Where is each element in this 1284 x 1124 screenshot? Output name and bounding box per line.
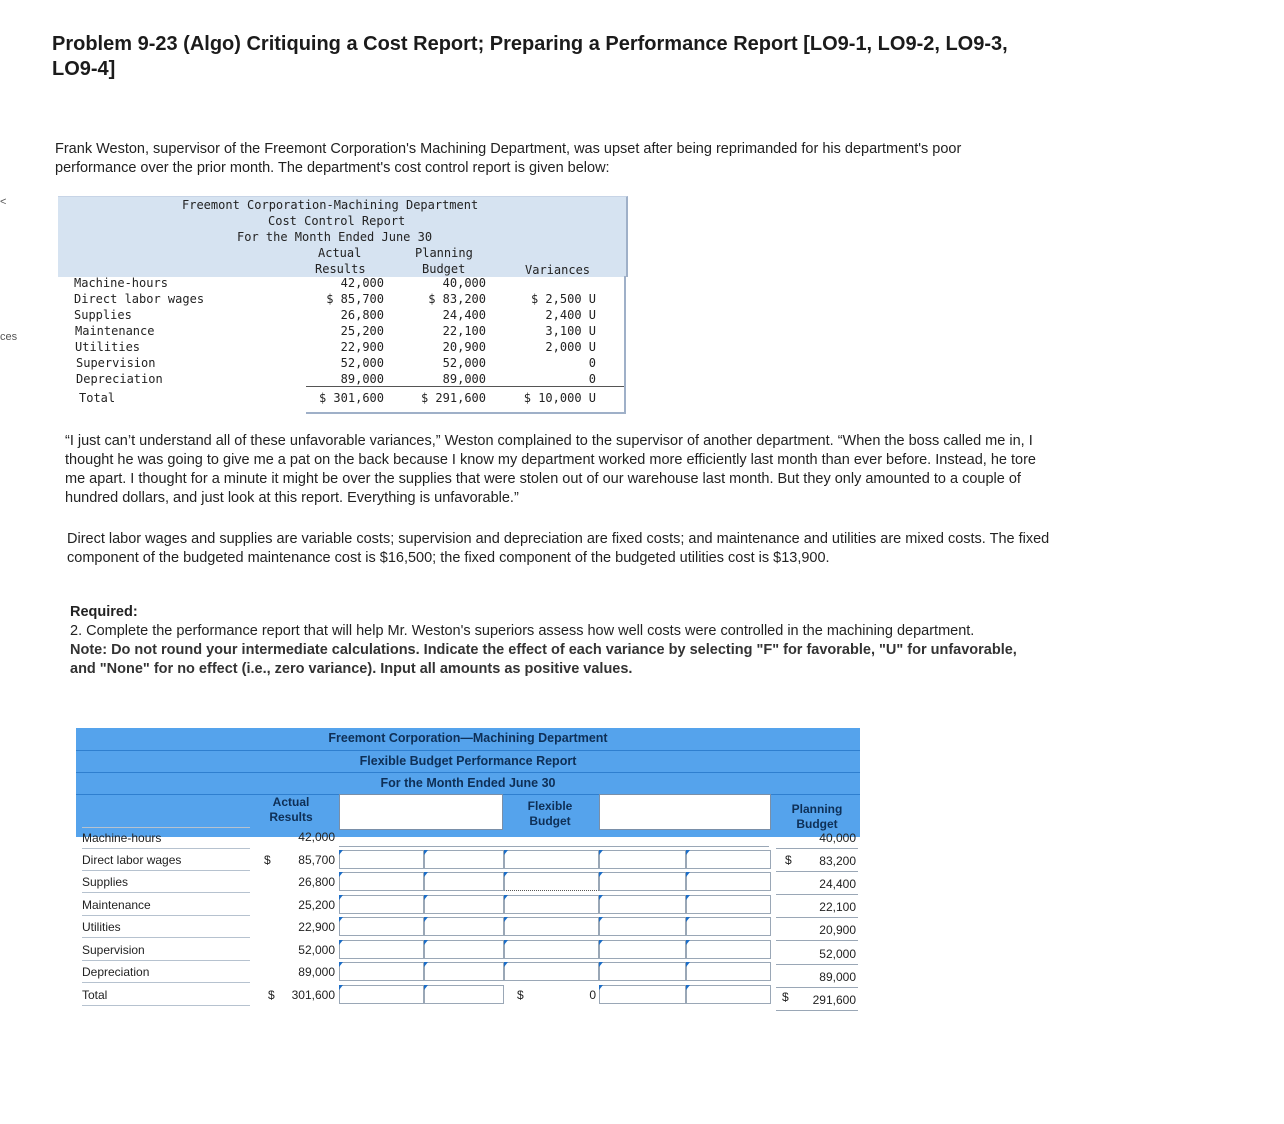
- ccr-row-actual: 25,200: [340, 324, 384, 338]
- ccr-row-label: Supervision: [76, 356, 156, 370]
- ccr-row-label: Direct labor wages: [74, 292, 205, 306]
- perf-variance2-effect[interactable]: [686, 850, 771, 869]
- perf-actual-value: 301,600: [291, 987, 335, 1002]
- perf-variance2-effect[interactable]: [686, 985, 771, 1004]
- perf-variance1-effect[interactable]: [424, 985, 504, 1004]
- perf-header-input-1[interactable]: [339, 794, 503, 830]
- ccr-row-variance: 3,100 U: [545, 324, 596, 338]
- cost-control-report: [58, 196, 628, 414]
- edge-fragment-side: ces: [0, 331, 18, 343]
- ccr-total-label: Total: [79, 391, 116, 405]
- ccr-col-actual-2: Results: [315, 262, 366, 276]
- perf-planning-value: 40,000: [819, 831, 856, 845]
- ccr-company: Freemont Corporation-Machining Department: [182, 198, 479, 212]
- perf-variance2-effect[interactable]: [686, 895, 771, 914]
- perf-variance1-effect[interactable]: [424, 850, 504, 869]
- perf-rule: [776, 848, 858, 849]
- ccr-row-planning: 52,000: [442, 356, 486, 370]
- perf-row-label: Supervision: [82, 940, 250, 961]
- ccr-right-border: [624, 276, 626, 413]
- perf-period: For the Month Ended June 30: [380, 776, 556, 790]
- ccr-row-label: Machine-hours: [74, 276, 168, 290]
- required-text: 2. Complete the performance report that will help Mr. Weston's superiors assess how well costs were controlled in the machining department.: [70, 623, 975, 639]
- perf-flexible-input[interactable]: [504, 940, 599, 959]
- perf-row-label: Supplies: [82, 872, 250, 893]
- perf-rule: [776, 917, 858, 918]
- perf-flexible-input[interactable]: [504, 872, 599, 891]
- perf-variance2-input[interactable]: [599, 962, 686, 981]
- perf-rule: [776, 964, 858, 965]
- perf-variance1-input[interactable]: [339, 917, 424, 936]
- perf-actual-value: 26,800: [298, 875, 335, 889]
- ccr-row-label: Utilities: [75, 340, 141, 354]
- ccr-row-planning: 89,000: [442, 372, 486, 386]
- perf-row-label: Machine-hours: [82, 827, 250, 849]
- perf-dollar-sign: $: [268, 987, 275, 1002]
- ccr-row-actual: 22,900: [340, 340, 384, 354]
- perf-planning-value: 83,200: [819, 854, 856, 869]
- ccr-total-planning: $ 291,600: [420, 391, 486, 405]
- perf-planning-value: 52,000: [819, 946, 856, 961]
- perf-row-label: Total: [82, 985, 250, 1006]
- perf-col-flexible: Flexible Budget: [527, 799, 573, 828]
- perf-dollar-sign: $: [782, 989, 789, 1004]
- ccr-row-actual: 42,000: [340, 276, 384, 290]
- perf-variance1-effect[interactable]: [424, 872, 504, 891]
- ccr-row-actual: $ 85,700: [326, 292, 384, 306]
- perf-col-planning: Planning Budget: [791, 802, 843, 831]
- perf-variance1-input[interactable]: [339, 985, 424, 1004]
- intro-paragraph: Frank Weston, supervisor of the Freemont Corporation's Machining Department, was upset after being reprimanded for his department's poor performance over the prior month. The department's cost control report is given below:: [55, 141, 962, 176]
- perf-actual-value: 85,700: [298, 852, 335, 867]
- ccr-row-actual: 89,000: [340, 372, 384, 386]
- perf-variance1-input[interactable]: [339, 962, 424, 981]
- perf-planning-value: 291,600: [812, 992, 856, 1007]
- perf-dollar-sign: $: [264, 852, 271, 867]
- perf-variance1-input[interactable]: [339, 850, 424, 869]
- ccr-col-planning-1: Planning: [415, 246, 473, 260]
- ccr-row-planning: $ 83,200: [428, 292, 486, 306]
- perf-actual-value: 22,900: [298, 920, 335, 934]
- perf-flexible-input[interactable]: [504, 917, 599, 936]
- perf-variance2-effect[interactable]: [686, 872, 771, 891]
- ccr-total-variance: $ 10,000 U: [523, 391, 596, 405]
- ccr-bottom-border: [306, 412, 626, 414]
- ccr-row-variance: 2,000 U: [545, 340, 596, 354]
- perf-rule: [776, 987, 858, 988]
- perf-variance2-effect[interactable]: [686, 917, 771, 936]
- perf-variance2-input[interactable]: [599, 985, 686, 1004]
- perf-variance1-input[interactable]: [339, 940, 424, 959]
- perf-variance1-effect[interactable]: [424, 940, 504, 959]
- perf-rule: [339, 846, 769, 847]
- perf-row-label: Utilities: [82, 917, 250, 938]
- perf-dollar-sign: $: [517, 987, 524, 1002]
- required-heading: Required:: [70, 604, 138, 620]
- perf-planning-value: 89,000: [819, 969, 856, 984]
- perf-variance2-input[interactable]: [599, 895, 686, 914]
- perf-col-actual: Actual Results: [269, 795, 313, 824]
- performance-report: [76, 728, 861, 1015]
- perf-variance1-input[interactable]: [339, 895, 424, 914]
- perf-variance1-effect[interactable]: [424, 962, 504, 981]
- perf-variance2-input[interactable]: [599, 872, 686, 891]
- perf-actual-value: 42,000: [298, 830, 335, 844]
- ccr-row-label: Supplies: [74, 308, 132, 322]
- ccr-period: For the Month Ended June 30: [237, 230, 433, 244]
- perf-planning-value: 22,100: [819, 900, 856, 915]
- ccr-col-actual-1: Actual: [318, 246, 362, 260]
- perf-variance1-effect[interactable]: [424, 895, 504, 914]
- perf-variance2-input[interactable]: [599, 917, 686, 936]
- edge-fragment-top: <: [0, 196, 7, 208]
- perf-rule: [776, 940, 858, 941]
- weston-quote: “I just can’t understand all of these unfavorable variances,” Weston complained to the supervisor of another department. “When the boss called me in, I thought he was going to give me a pat on the back because I know my department worked more efficiently last month than ever before. Instead, he tore me apart. I thought for a minute it might be over the supplies that were stolen out of our warehouse last month. But they only amounted to a couple of hundred dollars, and just look at this report. Everything is unfavorable.”: [65, 433, 1036, 506]
- perf-actual-value: 52,000: [298, 942, 335, 957]
- ccr-row-planning: 40,000: [442, 276, 486, 290]
- perf-flexible-input[interactable]: [504, 895, 599, 914]
- perf-rule: [776, 871, 858, 872]
- ccr-row-variance: 0: [588, 372, 596, 386]
- ccr-row-label: Depreciation: [76, 372, 163, 386]
- perf-dollar-sign: $: [785, 852, 792, 867]
- perf-flexible-total: 0: [589, 987, 596, 1002]
- perf-rule: [776, 894, 858, 895]
- required-section: [70, 603, 1020, 679]
- perf-header-input-2[interactable]: [599, 794, 771, 830]
- ccr-row-variance: $ 2,500 U: [530, 292, 596, 306]
- ccr-col-planning-2: Budget: [422, 262, 466, 276]
- perf-rule: [776, 1010, 858, 1011]
- perf-planning-value: 24,400: [819, 877, 856, 892]
- perf-variance1-input[interactable]: [339, 872, 424, 891]
- perf-flexible-input[interactable]: [504, 962, 599, 981]
- perf-actual-value: 25,200: [298, 897, 335, 912]
- ccr-row-actual: 52,000: [340, 356, 384, 370]
- ccr-row-label: Maintenance: [75, 324, 155, 338]
- perf-flexible-input[interactable]: [504, 850, 599, 869]
- perf-variance2-input[interactable]: [599, 850, 686, 869]
- instruction-note: Note: Do not round your intermediate calculations. Indicate the effect of each variance by selecting "F" for favorable, "U" for unfavorable, and "None" for no effect (i.e., zero variance). Input all amounts as positive values.: [70, 642, 1017, 677]
- perf-variance2-input[interactable]: [599, 940, 686, 959]
- ccr-row-variance: 0: [588, 356, 596, 370]
- perf-actual-value: 89,000: [298, 965, 335, 979]
- ccr-row-planning: 24,400: [442, 308, 486, 322]
- cost-behavior-paragraph: Direct labor wages and supplies are variable costs; supervision and depreciation are fixed costs; and maintenance and utilities are mixed costs. The fixed component of the budgeted maintenance cost is $16,500; the fixed component of the budgeted utilities cost is $13,900.: [67, 531, 1050, 566]
- ccr-total-actual: $ 301,600: [318, 391, 384, 405]
- problem-title: Problem 9-23 (Algo) Critiquing a Cost Report; Preparing a Performance Report [LO9-1, LO9-2, LO9-3, LO9-4]: [52, 33, 1008, 80]
- ccr-total-rule: [306, 386, 626, 387]
- perf-report-title: Flexible Budget Performance Report: [359, 754, 577, 768]
- ccr-col-variances: Variances: [525, 263, 591, 277]
- ccr-row-actual: 26,800: [340, 308, 384, 322]
- perf-row-label: Depreciation: [82, 962, 250, 983]
- ccr-row-planning: 20,900: [442, 340, 486, 354]
- perf-company: Freemont Corporation—Machining Department: [328, 731, 608, 745]
- ccr-row-planning: 22,100: [442, 324, 486, 338]
- perf-variance1-effect[interactable]: [424, 917, 504, 936]
- ccr-row-variance: 2,400 U: [545, 308, 596, 322]
- perf-row-label: Maintenance: [82, 895, 250, 916]
- perf-row-label: Direct labor wages: [82, 850, 250, 871]
- perf-planning-value: 20,900: [819, 923, 856, 938]
- perf-variance2-effect[interactable]: [686, 962, 771, 981]
- perf-variance2-effect[interactable]: [686, 940, 771, 959]
- ccr-report-title: Cost Control Report: [268, 214, 406, 228]
